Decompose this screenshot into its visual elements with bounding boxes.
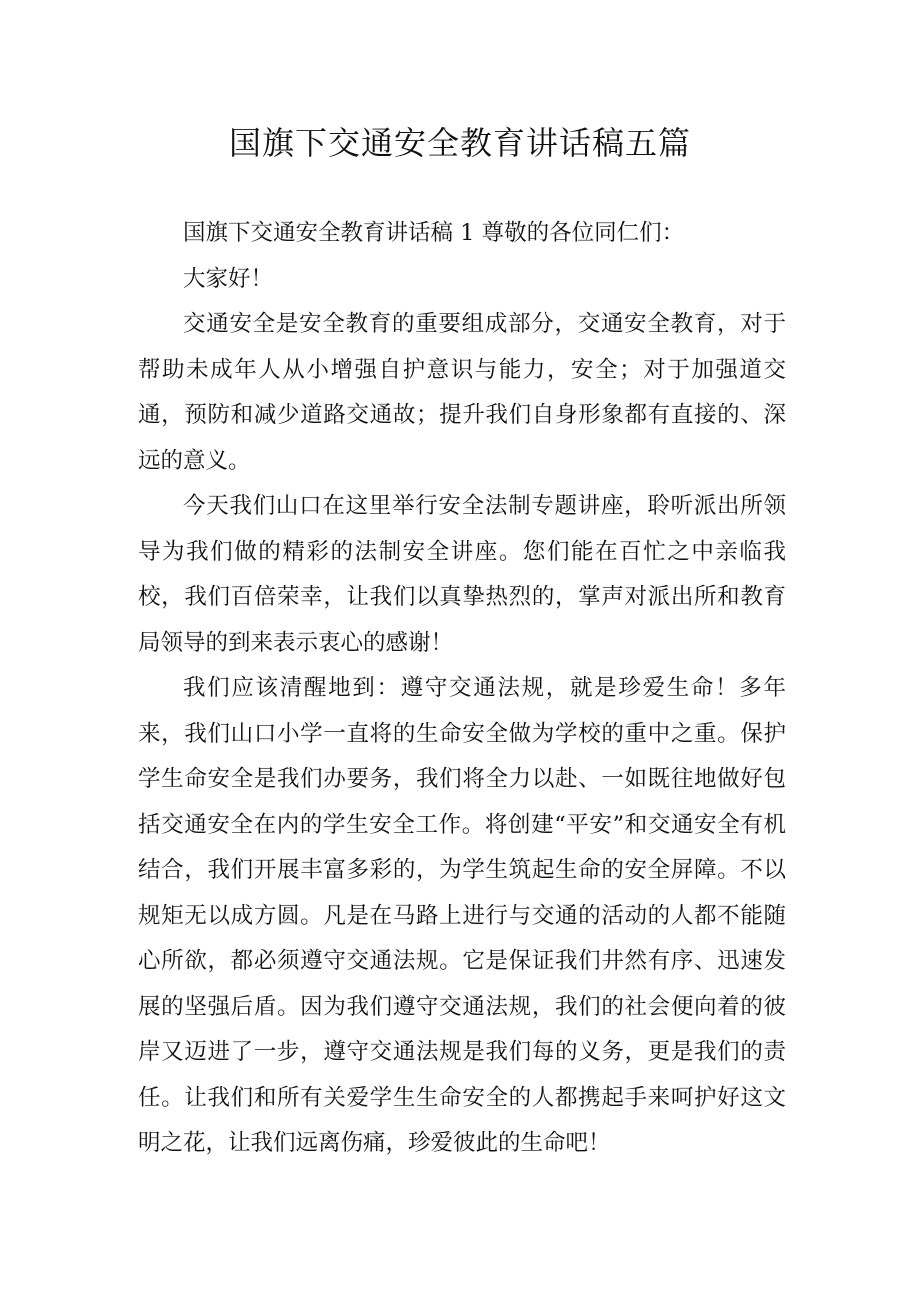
body-paragraph-3: 我们应该清醒地到：遵守交通法规，就是珍爱生命！多年来，我们山口小学一直将的生命安全做为学校的重中之重。保护学生命安全是我们办要务，我们将全力以赴、一如既往地做好包括交通安全在内的学生安全工作。将创建“平安”和交通安全有机结合，我们开展丰富多彩的，为学生筑起生命的安全屏障。不以规矩无以成方圆。凡是在马路上进行与交通的活动的人都不能随心所欲，都必须遵守交通法规。它是保证我们井然有序、迅速发展的坚强后盾。因为我们遵守交通法规，我们的社会便向着的彼岸又迈进了一步，遵守交通法规是我们每的义务，更是我们的责任。让我们和所有关爱学生生命安全的人都携起手来呵护好这文明之花，让我们远离伤痛，珍爱彼此的生命吧！ xyxy=(138,675,786,1156)
body-paragraph-1: 交通安全是安全教育的重要组成部分，交通安全教育，对于帮助未成年人从小增强自护意识与能力，安全；对于加强道交通，预防和减少道路交通故；提升我们自身形象都有直接的、深远的意义。 xyxy=(138,311,786,474)
salutation-paragraph: 大家好！ xyxy=(183,265,274,292)
document-title: 国旗下交通安全教育讲话稿五篇 xyxy=(228,124,691,162)
greeting-paragraph: 国旗下交通安全教育讲话稿 1 尊敬的各位同仁们： xyxy=(183,220,685,246)
body-paragraph-2: 今天我们山口在这里举行安全法制专题讲座，聆听派出所领导为我们做的精彩的法制安全讲座。您们能在百忙之中亲临我校，我们百倍荣幸，让我们以真挚热烈的，掌声对派出所和教育局领导的到来表示衷心的感谢！ xyxy=(138,493,786,656)
document-body xyxy=(138,211,786,1167)
